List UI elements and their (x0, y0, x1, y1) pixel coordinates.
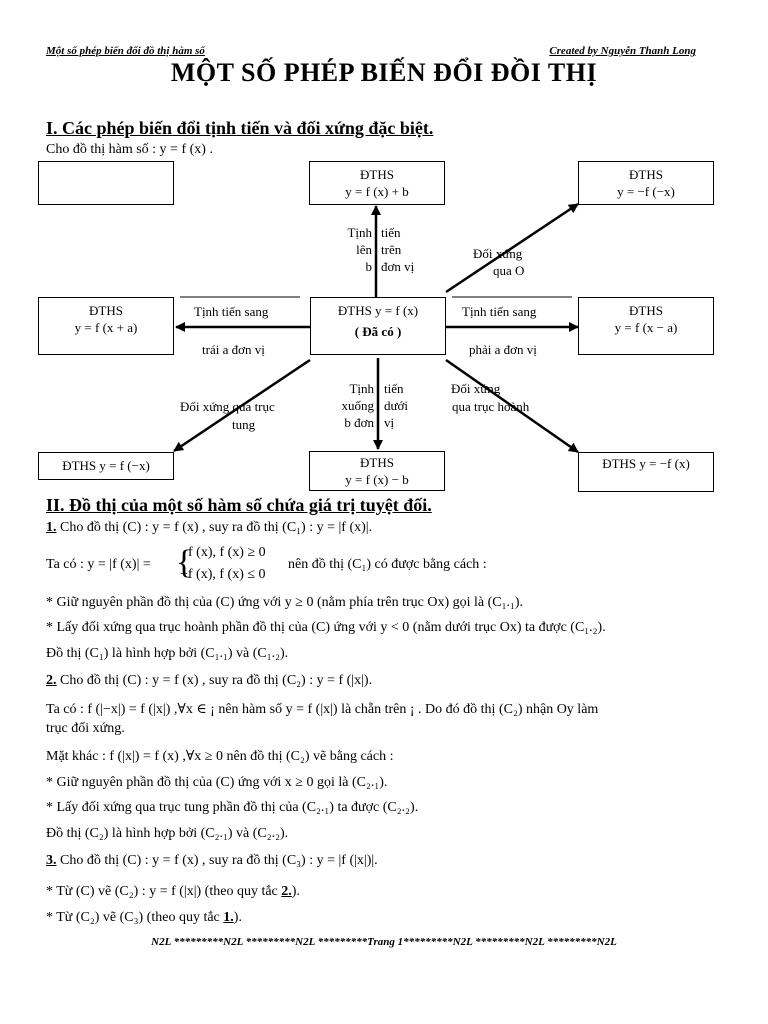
para-2 (46, 673, 372, 689)
box-center (310, 297, 446, 355)
para-1-bullet-2: * Lấy đối xứng qua trục hoành phần đồ thị của (C) ứng với y < 0 (nằm dưới trục Ox) ta được (C₁.₂). (46, 620, 606, 635)
box-top-right-line1: ĐTHS (629, 167, 663, 182)
label-down-left (328, 380, 374, 431)
para-1-case-1: f (x), f (x) ≥ 0 (188, 545, 266, 560)
section-1-intro: Cho đồ thị hàm số : y = f (x) . (46, 142, 213, 157)
para-1 (46, 520, 372, 536)
label-up-right-3: đơn vị (381, 259, 415, 274)
label-ox-2: qua trục hoành (452, 399, 530, 414)
para-3-number: 3. (46, 853, 57, 868)
label-up-right-2: trên (381, 242, 402, 257)
box-bottom-line1: ĐTHS (360, 455, 394, 470)
box-left (38, 297, 174, 355)
box-top-line1: ĐTHS (360, 167, 394, 182)
label-up-left-3: b (365, 259, 372, 274)
label-ox-1: Đối xứng (451, 381, 501, 396)
label-oy-2: tung (232, 417, 256, 432)
label-down-left-2: xuống (341, 398, 374, 413)
para-3-bullet-1 (46, 884, 300, 900)
para-1-text: Cho đồ thị (C) : y = f (x) , suy ra đồ thị (C₁) : y = |f (x)|. (56, 520, 373, 535)
box-bottom-line2: y = f (x) − b (345, 472, 409, 487)
para-2-taco: Ta có : f (|−x|) = f (|x|) ,∀x ∈ ¡ nên hàm số y = f (|x|) là chẵn trên ¡ . Do đó đồ thị (C₂) nhận Oy làm (46, 702, 599, 717)
para-3-bullet-1-text: * Từ (C) vẽ (C₂) : y = f (|x|) (theo quy tắc (46, 884, 282, 899)
page-footer: N2L *********N2L *********N2L *********Trang 1*********N2L *********N2L *********N2L (151, 936, 617, 948)
label-right-bottom: phải a đơn vị (469, 342, 537, 357)
box-top (309, 161, 445, 205)
box-bottom-right-line1: ĐTHS y = −f (x) (602, 456, 690, 471)
box-top-right-line2: y = −f (−x) (617, 184, 675, 199)
para-2-mat-khac: Mặt khác : f (|x|) = f (x) ,∀x ≥ 0 nên đồ thị (C₂) vẽ bằng cách : (46, 749, 394, 764)
label-down-right-1: tiến (384, 381, 404, 396)
label-down-left-1: Tịnh (349, 381, 374, 396)
label-down-right-3: vị (384, 415, 395, 430)
para-1-bullet-1: * Giữ nguyên phần đồ thị của (C) ứng với y ≥ 0 (nằm phía trên trục Ox) gọi là (C₁.₁). (46, 595, 524, 610)
label-right-top: Tịnh tiến sang (462, 304, 537, 319)
label-up-left (336, 224, 372, 275)
label-down-left-3: b đơn (344, 415, 374, 430)
header-right: Created by Nguyễn Thanh Long (549, 45, 696, 57)
box-right-line2: y = f (x − a) (614, 320, 678, 335)
para-3-bullet-1-tail: ). (291, 884, 300, 899)
box-bottom (309, 451, 445, 491)
para-2-text: Cho đồ thị (C) : y = f (x) , suy ra đồ thị (C₂) : y = f (|x|). (56, 673, 373, 688)
para-3-bullet-2-tail: ). (233, 910, 242, 925)
para-1-number: 1. (46, 520, 57, 535)
box-top-right (578, 161, 714, 205)
box-bottom-left-line1: ĐTHS y = f (−x) (62, 458, 150, 473)
label-origin-1: Đối xứng (473, 246, 523, 261)
brace-icon: { (176, 544, 193, 581)
box-bottom-right (578, 452, 714, 492)
label-down-right-2: dưới (384, 398, 409, 413)
para-2-taco-2: trục đối xứng. (46, 721, 125, 736)
para-2-number: 2. (46, 673, 57, 688)
para-1-taco: Ta có : y = |f (x)| = (46, 557, 151, 572)
para-3-text: Cho đồ thị (C) : y = f (x) , suy ra đồ thị (C₃) : y = |f (|x|)|. (56, 853, 378, 868)
para-3 (46, 853, 378, 869)
page-title: MỘT SỐ PHÉP BIẾN ĐỔI ĐỒI THỊ (170, 58, 598, 87)
para-3-bullet-2 (46, 910, 242, 926)
box-bottom-left (38, 452, 174, 480)
para-2-bullet-1: * Giữ nguyên phần đồ thị của (C) ứng với x ≥ 0 gọi là (C₂.₁). (46, 775, 388, 790)
box-right-line1: ĐTHS (629, 303, 663, 318)
label-down-right (384, 380, 408, 431)
para-2-bullet-2: * Lấy đối xứng qua trục tung phần đồ thị của (C₂.₁) ta được (C₂.₂). (46, 800, 419, 815)
label-oy-1: Đối xứng qua trục (180, 399, 275, 414)
box-center-line2: ( Đã có ) (354, 324, 402, 339)
box-right (578, 297, 714, 355)
label-left-bottom: trái a đơn vị (202, 342, 265, 357)
box-left-line1: ĐTHS (89, 303, 123, 318)
para-1-end: Đồ thị (C₁) là hình hợp bởi (C₁.₁) và (C₁.₂). (46, 646, 289, 661)
para-2-end: Đồ thị (C₂) là hình hợp bởi (C₂.₁) và (C₂.₂). (46, 826, 289, 841)
empty-box (38, 161, 174, 205)
label-up-right-1: tiến (381, 225, 401, 240)
para-3-bullet-1-ref: 2. (281, 884, 292, 899)
label-up-left-2: lên (356, 242, 372, 257)
label-up-left-1: Tịnh (347, 225, 372, 240)
label-origin-2: qua O (493, 263, 525, 278)
para-1-tail: nên đồ thị (C₁) có được bằng cách : (288, 557, 487, 572)
para-3-bullet-2-ref: 1. (223, 910, 234, 925)
box-top-line2: y = f (x) + b (345, 184, 409, 199)
header-left: Một số phép biến đổi đồ thị hàm số (46, 45, 205, 57)
box-left-line2: y = f (x + a) (74, 320, 138, 335)
label-left-top: Tịnh tiến sang (194, 304, 269, 319)
para-1-case-2: −f (x), f (x) ≤ 0 (180, 567, 266, 582)
label-up-right (381, 224, 414, 275)
section-2-heading: II. Đồ thị của một số hàm số chứa giá trị tuyệt đối. (46, 495, 432, 515)
section-1-heading: I. Các phép biến đổi tịnh tiến và đối xứng đặc biệt. (46, 118, 434, 138)
box-center-line1: ĐTHS y = f (x) (337, 303, 419, 318)
para-3-bullet-2-text: * Từ (C₂) vẽ (C₃) (theo quy tắc (46, 910, 224, 925)
